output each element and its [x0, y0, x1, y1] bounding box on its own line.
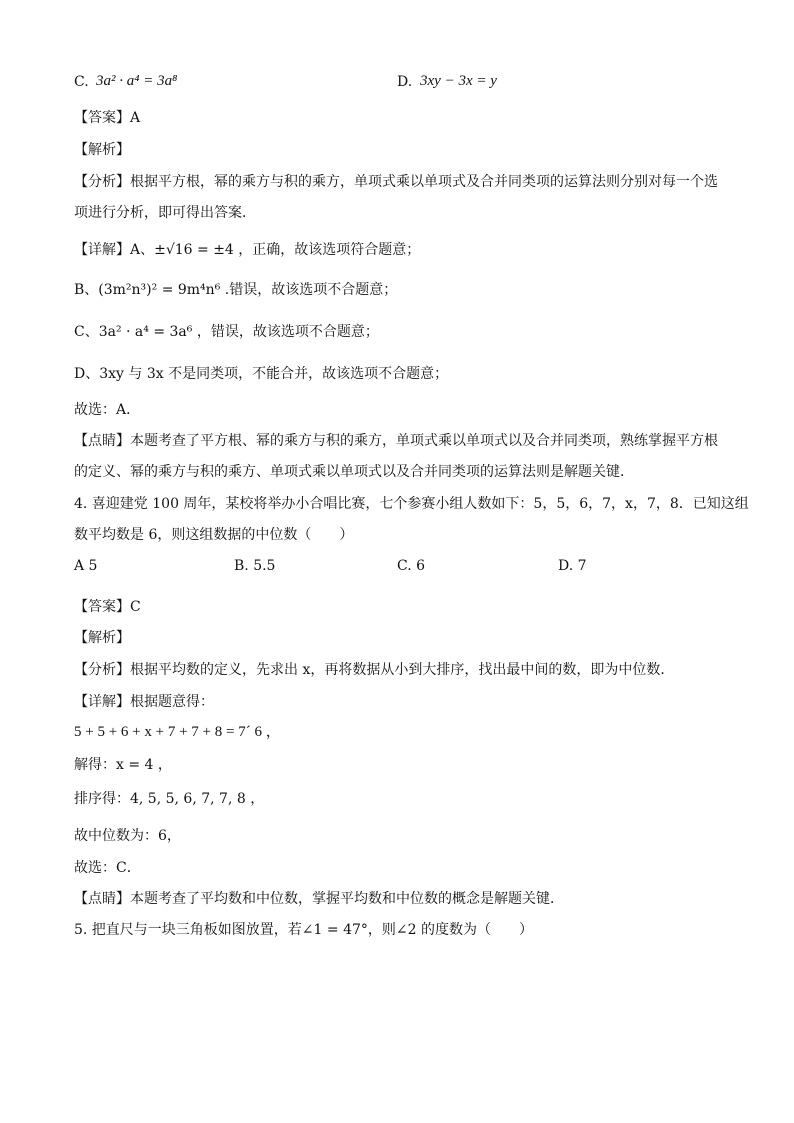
q4-answer: 【答案】C [74, 599, 141, 615]
q4-median: 故中位数为：6， [74, 828, 181, 844]
q4-dianjing: 【点睛】本题考查了平均数和中位数，掌握平均数和中位数的概念是解题关键． [74, 891, 564, 907]
q5-stem: 5. 把直尺与一块三角板如图放置，若∠1 = 47°，则∠2 的度数为（ ） [74, 922, 533, 938]
q4-sorted: 排序得：4, 5, 5, 6, 7, 7, 8 ， [74, 791, 265, 807]
q4-solve: 解得：x = 4 ， [74, 757, 172, 773]
q4-fenxi: 【分析】根据平均数的定义，先求出 x，再将数据从小到大排序，找出最中间的数，即为中位数． [74, 662, 675, 678]
q4-option-d: D. 7 [558, 558, 587, 574]
q4-stem-line-2: 数平均数是 6，则这组数据的中位数（ ） [74, 527, 354, 543]
q4-analysis-heading: 【解析】 [74, 630, 130, 646]
q4-stem-line-1: 4. 喜迎建党 100 周年，某校将举办小合唱比赛，七个参赛小组人数如下：5，5，6，7，x，7，8．已知这组 [74, 496, 749, 512]
option-d-label: D. [397, 74, 413, 90]
q4-option-b: B. 5.5 [234, 558, 276, 574]
dianjing-line-2: 的定义、幂的乘方与积的乘方、单项式乘以单项式以及合并同类项的运算法则是解题关键． [74, 464, 634, 480]
fenxi-line-1: 【分析】根据平方根，幂的乘方与积的乘方，单项式乘以单项式及合并同类项的运算法则分别对每一个选 [74, 174, 718, 190]
q4-option-a: A 5 [74, 558, 98, 574]
fenxi-line-2: 项进行分析，即可得出答案． [74, 205, 256, 221]
detail-b: B、(3m²n³)² = 9m⁴n⁶ .错误，故该选项不合题意； [74, 282, 398, 298]
option-d-formula: 3xy − 3x = y [420, 73, 497, 89]
dianjing-line-1: 【点睛】本题考查了平方根、幂的乘方与积的乘方，单项式乘以单项式以及合并同类项，熟练掌握平方根 [74, 433, 718, 449]
detail-a: 【详解】A、±√16 = ±4 ，正确，故该选项符合题意； [74, 242, 421, 258]
q4-detail: 【详解】根据题意得： [74, 694, 214, 710]
q4-option-c: C. 6 [397, 558, 426, 574]
q4-equation: 5 + 5 + 6 + x + 7 + 7 + 8 = 7´ 6 ， [74, 724, 281, 740]
analysis-heading: 【解析】 [74, 142, 130, 158]
option-c-label: C. [74, 74, 89, 90]
detail-d: D、3xy 与 3x 不是同类项，不能合并，故该选项不合题意； [74, 366, 449, 382]
choose-line: 故选：A． [74, 402, 141, 418]
option-c-formula: 3a² · a⁴ = 3a⁸ [96, 73, 178, 89]
detail-c: C、3a² · a⁴ = 3a⁶ ，错误，故该选项不合题意； [74, 324, 379, 340]
q4-choose: 故选：C． [74, 860, 141, 876]
answer-label: 【答案】A [74, 110, 141, 126]
